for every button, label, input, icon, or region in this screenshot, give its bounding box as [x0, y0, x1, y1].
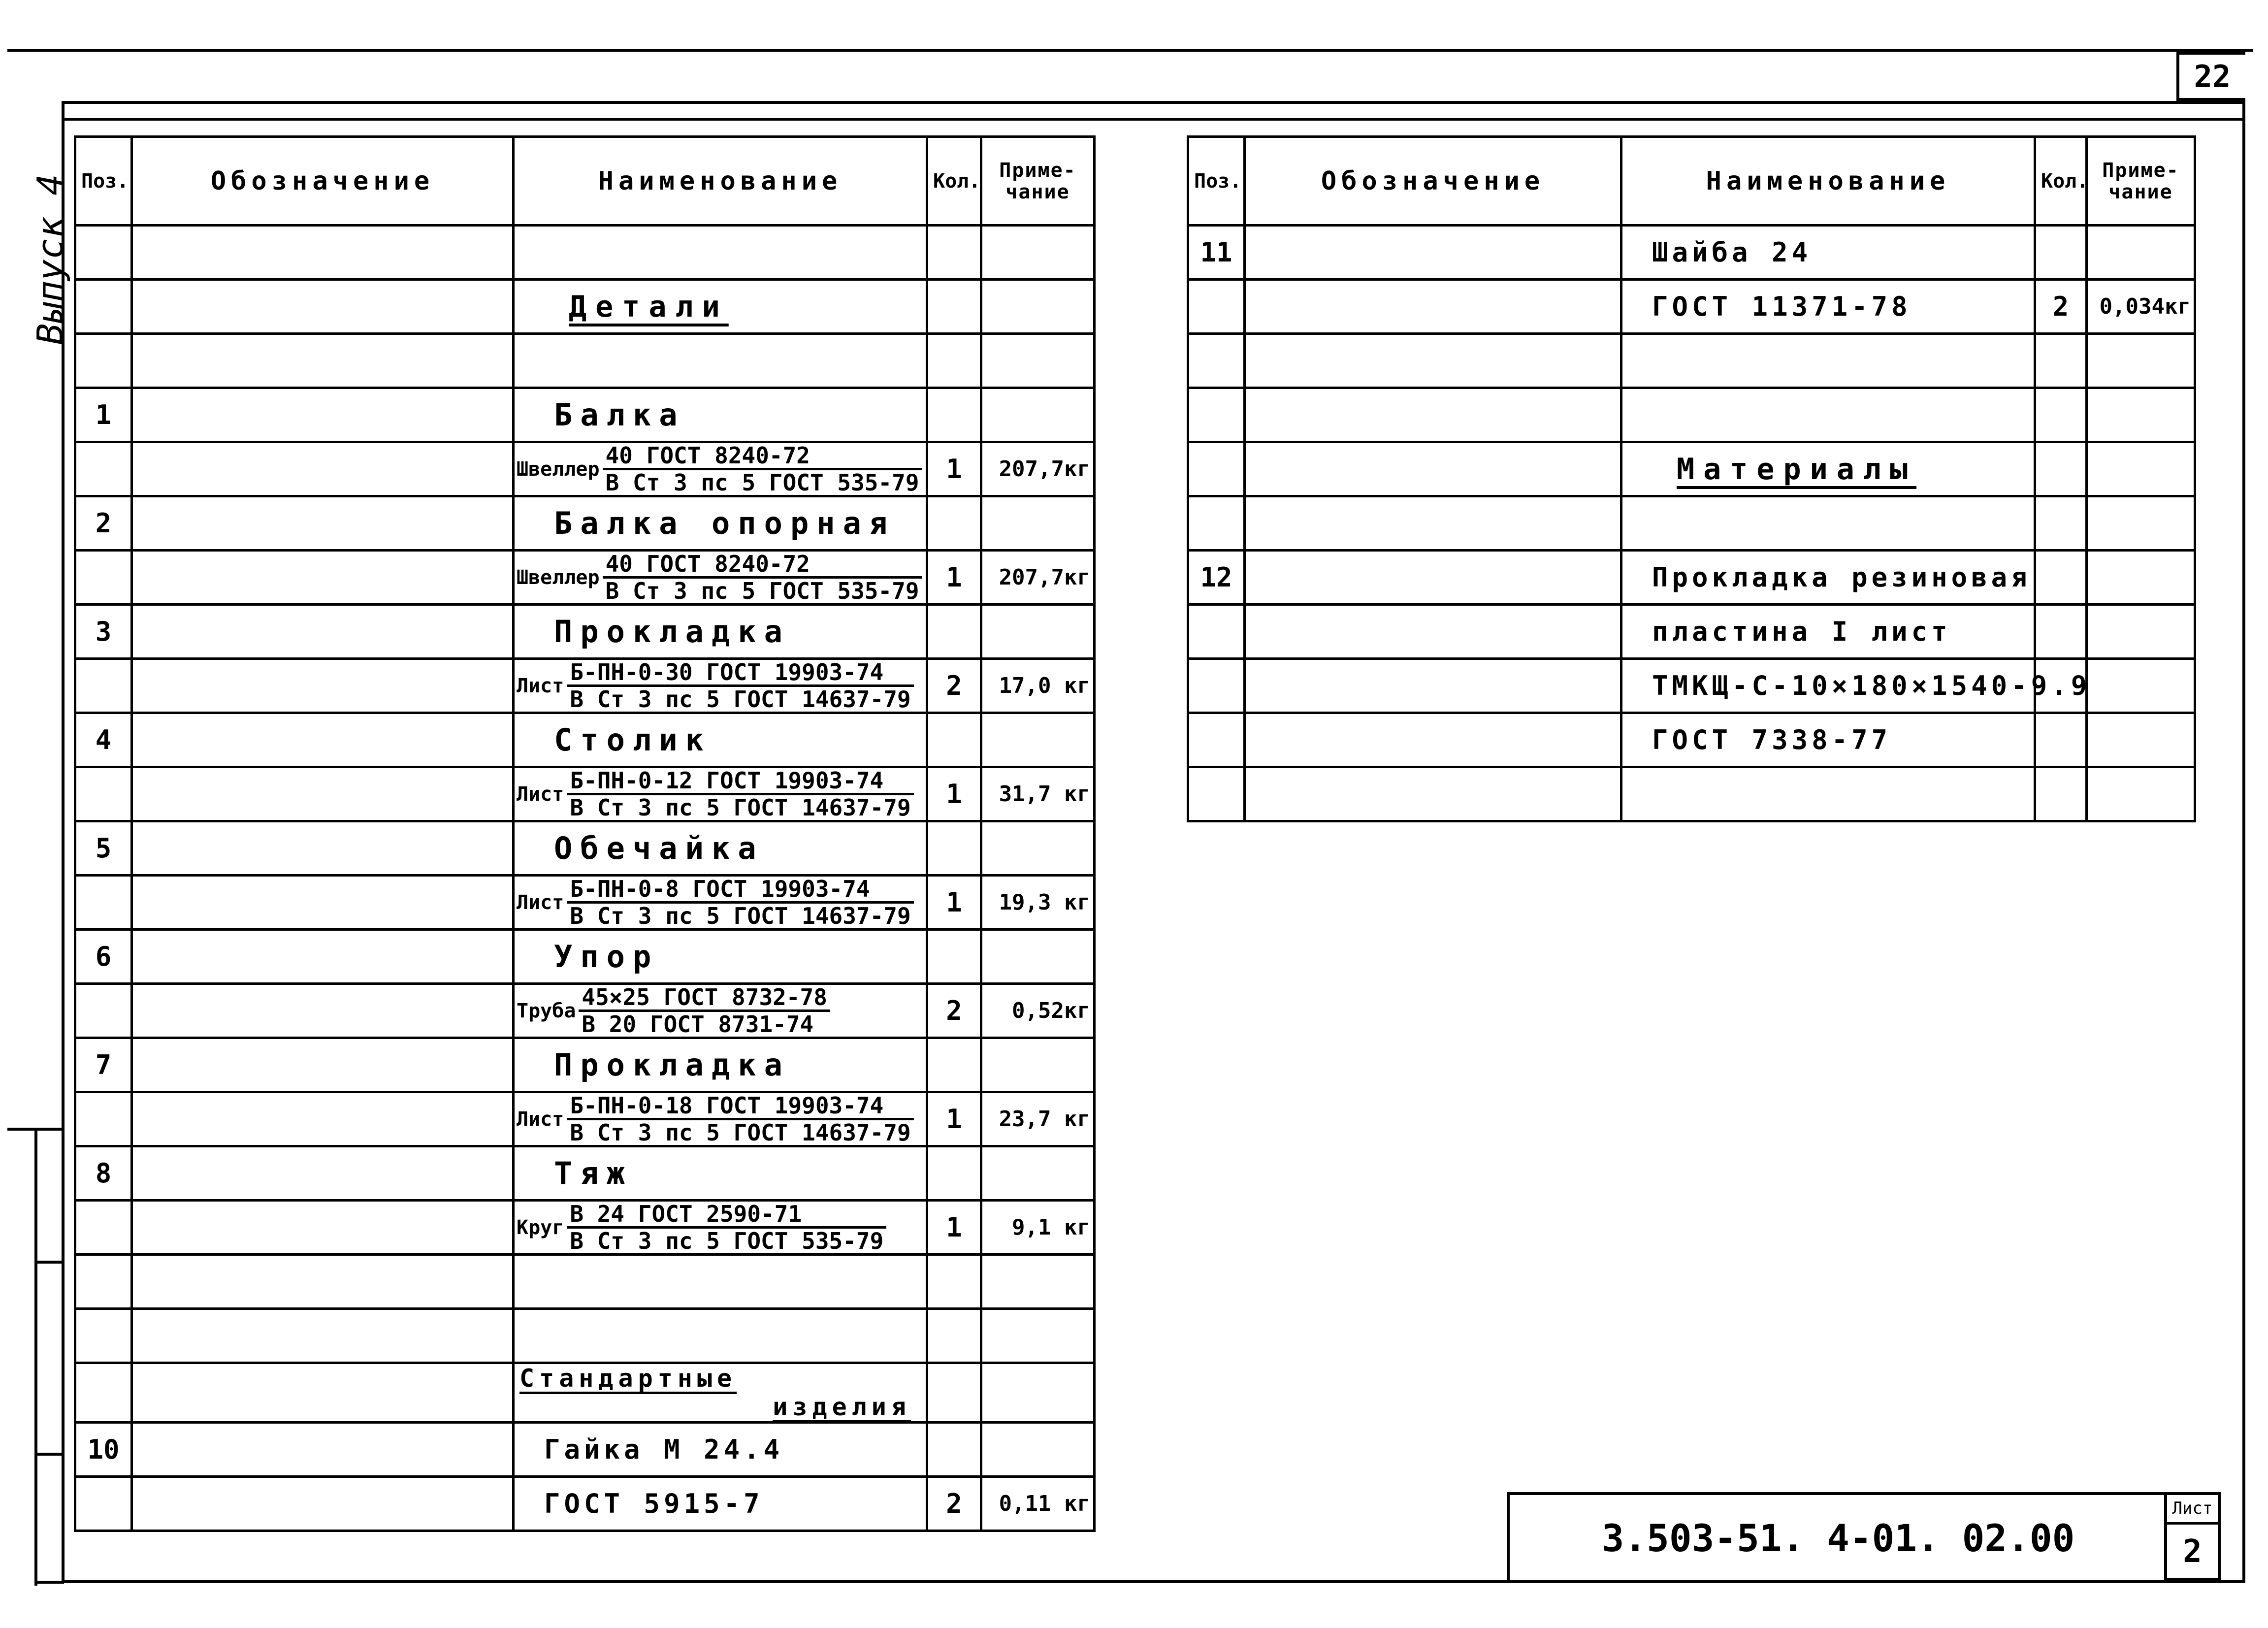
cell-designation	[132, 551, 514, 605]
table-row	[75, 930, 1095, 984]
profile-size: 40 ГОСТ 8240-72	[603, 552, 922, 579]
cell-qty	[927, 713, 981, 767]
profile-type: Швеллер	[517, 566, 600, 589]
profile-size: В 24 ГОСТ 2590-71	[567, 1202, 886, 1229]
profile-material: В Ст 3 пс 5 ГОСТ 14637-79	[570, 794, 911, 821]
cell-note: 31,7 кг	[981, 767, 1095, 821]
cell-note	[981, 1309, 1095, 1363]
frame-inner-top-line	[62, 118, 2245, 121]
cell-designation	[132, 1477, 514, 1531]
cell-pos	[75, 1477, 132, 1531]
profile-material: В Ст 3 пс 5 ГОСТ 14637-79	[570, 903, 911, 929]
table-row	[75, 713, 1095, 767]
item-text: ГОСТ 11371-78	[1652, 291, 1912, 322]
table-row	[1188, 659, 2195, 713]
profile-spec	[517, 768, 924, 820]
cell-designation	[132, 984, 514, 1038]
header-pos: Поз.	[75, 137, 132, 226]
cell-pos: 4	[75, 713, 132, 767]
cell-note	[981, 1038, 1095, 1092]
cell-pos	[1188, 659, 1245, 713]
title-block-sheet	[2164, 1492, 2221, 1581]
right-spec-table	[1187, 135, 2196, 822]
cell-note	[981, 226, 1095, 280]
cell-note: 23,7 кг	[981, 1092, 1095, 1146]
cell-qty	[927, 226, 981, 280]
table-row	[75, 659, 1095, 713]
cell-name	[514, 767, 927, 821]
profile-type: Лист	[517, 891, 564, 914]
item-text: ГОСТ 7338-77	[1652, 724, 1892, 755]
header-designation: Обозначение	[132, 137, 514, 226]
header-pos: Поз.	[1188, 137, 1245, 226]
cell-name	[1621, 280, 2035, 334]
cell-note	[981, 334, 1095, 388]
cell-pos	[75, 226, 132, 280]
profile-type: Труба	[517, 999, 576, 1022]
sheet-value: 2	[2183, 1533, 2202, 1570]
cell-qty: 1	[927, 876, 981, 930]
cell-qty	[927, 280, 981, 334]
cell-note	[981, 496, 1095, 551]
cell-pos	[75, 876, 132, 930]
sheet-label: Лист	[2167, 1495, 2218, 1525]
cell-name	[514, 1309, 927, 1363]
cell-qty: 1	[927, 442, 981, 496]
table-row	[75, 334, 1095, 388]
cell-designation	[132, 876, 514, 930]
table-row	[75, 551, 1095, 605]
cell-qty	[927, 1423, 981, 1477]
table-row	[75, 226, 1095, 280]
cell-name	[514, 821, 927, 876]
cell-designation	[132, 767, 514, 821]
cell-designation	[1245, 659, 1621, 713]
profile-spec	[517, 877, 924, 928]
cell-designation	[132, 1423, 514, 1477]
cell-qty: 2	[927, 984, 981, 1038]
cell-qty	[927, 1038, 981, 1092]
cell-pos	[75, 551, 132, 605]
left-margin-tick	[34, 1261, 64, 1264]
table-header-row	[75, 137, 1095, 226]
cell-designation	[132, 930, 514, 984]
cell-qty	[927, 930, 981, 984]
table-row	[75, 605, 1095, 659]
header-name: Наименование	[514, 137, 927, 226]
cell-designation	[132, 388, 514, 442]
cell-pos: 2	[75, 496, 132, 551]
profile-spec	[517, 443, 924, 495]
table-row	[75, 821, 1095, 876]
profile-type: Лист	[517, 1107, 564, 1131]
table-row	[1188, 280, 2195, 334]
header-name: Наименование	[1621, 137, 2035, 226]
cell-name	[1621, 713, 2035, 767]
cell-name	[514, 876, 927, 930]
section-heading-line2: изделия	[773, 1393, 911, 1421]
cell-name	[514, 388, 927, 442]
item-text: Шайба 24	[1652, 237, 1812, 268]
profile-spec	[517, 1202, 924, 1253]
cell-note: 207,7кг	[981, 551, 1095, 605]
cell-designation	[1245, 767, 1621, 821]
cell-pos	[75, 659, 132, 713]
cell-pos	[1188, 713, 1245, 767]
cell-name	[514, 1363, 927, 1423]
item-title: Прокладка	[554, 1047, 790, 1083]
cell-note: 207,7кг	[981, 442, 1095, 496]
cell-note: 0,11 кг	[981, 1477, 1095, 1531]
cell-qty	[2035, 442, 2087, 496]
cell-pos	[75, 334, 132, 388]
table-row	[75, 1423, 1095, 1477]
profile-spec	[517, 552, 924, 603]
profile-spec	[517, 1093, 924, 1145]
cell-name	[1621, 442, 2035, 496]
cell-name	[1621, 551, 2035, 605]
header-note: Приме-чание	[981, 137, 1095, 226]
cell-designation	[132, 1363, 514, 1423]
cell-note	[2087, 388, 2195, 442]
cell-qty: 1	[927, 551, 981, 605]
cell-note	[981, 930, 1095, 984]
cell-qty	[927, 334, 981, 388]
cell-designation	[132, 280, 514, 334]
cell-note	[981, 280, 1095, 334]
cell-pos	[1188, 767, 1245, 821]
cell-qty	[2035, 334, 2087, 388]
cell-note	[981, 605, 1095, 659]
profile-type: Лист	[517, 674, 564, 697]
cell-qty	[927, 821, 981, 876]
cell-name	[514, 442, 927, 496]
cell-note: 19,3 кг	[981, 876, 1095, 930]
cell-name	[514, 226, 927, 280]
item-title: Балка	[554, 397, 685, 433]
cell-note	[981, 713, 1095, 767]
cell-name	[514, 1255, 927, 1309]
cell-qty	[2035, 226, 2087, 280]
cell-qty	[2035, 496, 2087, 551]
cell-name	[514, 1423, 927, 1477]
cell-note	[981, 821, 1095, 876]
cell-pos	[75, 767, 132, 821]
title-block-code: 3.503-51. 4-01. 02.00	[1507, 1492, 2167, 1581]
cell-note	[2087, 226, 2195, 280]
item-text: пластина I лист	[1652, 616, 1951, 647]
section-heading: Материалы	[1677, 452, 1917, 487]
table-row	[75, 388, 1095, 442]
cell-name	[1621, 334, 2035, 388]
cell-qty	[2035, 551, 2087, 605]
cell-designation	[132, 1146, 514, 1201]
cell-qty	[927, 1146, 981, 1201]
cell-pos: 8	[75, 1146, 132, 1201]
item-title: Упор	[554, 939, 659, 975]
header-designation: Обозначение	[1245, 137, 1621, 226]
table-header-row	[1188, 137, 2195, 226]
cell-note	[2087, 605, 2195, 659]
cell-note	[2087, 713, 2195, 767]
sheet-corner-number: 22	[2176, 52, 2245, 101]
cell-qty: 2	[2035, 280, 2087, 334]
profile-material: В Ст 3 пс 5 ГОСТ 14637-79	[570, 686, 911, 713]
cell-name	[514, 1092, 927, 1146]
cell-note: 9,1 кг	[981, 1201, 1095, 1255]
cell-name	[514, 1477, 927, 1531]
cell-pos: 5	[75, 821, 132, 876]
cell-name	[1621, 605, 2035, 659]
cell-name	[514, 280, 927, 334]
cell-name	[514, 496, 927, 551]
profile-size: 45×25 ГОСТ 8732-78	[579, 985, 830, 1012]
cell-name	[514, 605, 927, 659]
table-row	[1188, 388, 2195, 442]
cell-name	[514, 551, 927, 605]
cell-pos	[1188, 334, 1245, 388]
cell-pos	[1188, 496, 1245, 551]
cell-pos	[75, 442, 132, 496]
cell-designation	[132, 1092, 514, 1146]
cell-designation	[132, 659, 514, 713]
item-title: Балка опорная	[554, 505, 896, 541]
cell-note	[981, 1423, 1095, 1477]
profile-spec	[517, 660, 924, 712]
cell-pos	[1188, 388, 1245, 442]
table-row	[75, 1255, 1095, 1309]
profile-material: В Ст 3 пс 5 ГОСТ 14637-79	[570, 1119, 911, 1146]
profile-spec	[517, 985, 924, 1037]
cell-qty	[2035, 388, 2087, 442]
item-title: Обечайка	[554, 830, 764, 866]
cell-designation	[1245, 388, 1621, 442]
item-text: ГОСТ 5915-7	[544, 1488, 764, 1519]
item-text: ТМКЩ-С-10×180×1540-9.9	[1652, 670, 2091, 701]
cell-pos	[75, 1201, 132, 1255]
cell-qty	[2035, 713, 2087, 767]
left-margin-base	[34, 1581, 64, 1584]
cell-pos	[75, 1092, 132, 1146]
table-row	[75, 876, 1095, 930]
cell-note	[2087, 496, 2195, 551]
cell-designation	[132, 1038, 514, 1092]
table-row	[75, 1092, 1095, 1146]
profile-material: В Ст 3 пс 5 ГОСТ 535-79	[605, 578, 919, 604]
cell-qty: 1	[927, 767, 981, 821]
table-row	[75, 1309, 1095, 1363]
item-title: Прокладка	[554, 614, 790, 650]
cell-qty	[927, 605, 981, 659]
table-row	[1188, 713, 2195, 767]
cell-note	[2087, 767, 2195, 821]
cell-designation	[132, 226, 514, 280]
cell-pos	[75, 1255, 132, 1309]
left-margin-line	[34, 1128, 37, 1586]
table-row	[1188, 767, 2195, 821]
cell-pos	[75, 984, 132, 1038]
left-spec-table	[74, 135, 1096, 1532]
cell-designation	[132, 442, 514, 496]
cell-name	[514, 334, 927, 388]
table-row	[1188, 334, 2195, 388]
cell-pos	[1188, 605, 1245, 659]
cell-name	[1621, 496, 2035, 551]
table-row	[75, 442, 1095, 496]
cell-name	[514, 930, 927, 984]
cell-qty: 1	[927, 1092, 981, 1146]
item-text: Прокладка резиновая	[1652, 562, 2031, 593]
cell-designation	[1245, 442, 1621, 496]
top-border-line	[7, 49, 2253, 52]
cell-qty: 2	[927, 1477, 981, 1531]
table-row	[75, 1146, 1095, 1201]
table-row	[75, 280, 1095, 334]
cell-qty	[2035, 767, 2087, 821]
cell-qty	[927, 1255, 981, 1309]
cell-note	[2087, 659, 2195, 713]
cell-note	[981, 1146, 1095, 1201]
cell-pos	[1188, 442, 1245, 496]
cell-note: 0,52кг	[981, 984, 1095, 1038]
cell-designation	[1245, 226, 1621, 280]
cell-name	[1621, 767, 2035, 821]
cell-name	[1621, 659, 2091, 713]
table-row	[1188, 496, 2195, 551]
cell-name	[514, 713, 927, 767]
cell-pos: 3	[75, 605, 132, 659]
table-row	[1188, 551, 2195, 605]
cell-designation	[1245, 334, 1621, 388]
cell-name	[514, 659, 927, 713]
cell-qty: 1	[927, 1201, 981, 1255]
profile-size: Б-ПН-0-8 ГОСТ 19903-74	[567, 877, 913, 904]
cell-qty: 2	[927, 659, 981, 713]
cell-qty	[2035, 605, 2087, 659]
cell-note	[981, 1255, 1095, 1309]
cell-designation	[1245, 496, 1621, 551]
left-margin-tick	[34, 1453, 64, 1456]
cell-qty	[927, 496, 981, 551]
cell-pos	[75, 280, 132, 334]
cell-designation	[1245, 551, 1621, 605]
table-row	[75, 496, 1095, 551]
cell-designation	[132, 821, 514, 876]
cell-note	[981, 388, 1095, 442]
table-row	[75, 1363, 1095, 1423]
table-row	[1188, 442, 2195, 496]
cell-name	[514, 1038, 927, 1092]
table-row	[75, 1477, 1095, 1531]
cell-name	[514, 1146, 927, 1201]
cell-designation	[1245, 280, 1621, 334]
cell-designation	[1245, 605, 1621, 659]
cell-designation	[132, 496, 514, 551]
cell-pos: 7	[75, 1038, 132, 1092]
profile-material: В 20 ГОСТ 8731-74	[582, 1011, 814, 1038]
cell-pos: 6	[75, 930, 132, 984]
header-note: Приме-чание	[2087, 137, 2195, 226]
cell-pos: 12	[1188, 551, 1245, 605]
profile-type: Лист	[517, 782, 564, 806]
item-text: Гайка М 24.4	[544, 1434, 784, 1465]
profile-material: В Ст 3 пс 5 ГОСТ 535-79	[570, 1228, 884, 1254]
profile-type: Круг	[517, 1216, 564, 1239]
table-row	[75, 984, 1095, 1038]
cell-name	[1621, 226, 2035, 280]
cell-designation	[132, 713, 514, 767]
cell-note	[2087, 551, 2195, 605]
cell-pos: 11	[1188, 226, 1245, 280]
left-margin-tick	[7, 1128, 64, 1131]
table-row	[1188, 605, 2195, 659]
item-title: Столик	[554, 722, 712, 758]
header-qty: Кол.	[2035, 137, 2087, 226]
section-heading: Детали	[569, 289, 729, 324]
table-row	[75, 1038, 1095, 1092]
cell-designation	[132, 1255, 514, 1309]
cell-note	[2087, 334, 2195, 388]
table-row	[1188, 226, 2195, 280]
profile-size: 40 ГОСТ 8240-72	[603, 443, 922, 470]
cell-pos: 10	[75, 1423, 132, 1477]
cell-designation	[132, 1201, 514, 1255]
cell-note	[981, 1363, 1095, 1423]
profile-size: Б-ПН-0-12 ГОСТ 19903-74	[567, 768, 913, 795]
cell-pos	[75, 1363, 132, 1423]
cell-name	[514, 1201, 927, 1255]
profile-type: Швеллер	[517, 457, 600, 481]
cell-designation	[132, 1309, 514, 1363]
cell-name	[1621, 388, 2035, 442]
cell-pos	[75, 1309, 132, 1363]
profile-size: Б-ПН-0-18 ГОСТ 19903-74	[567, 1093, 913, 1120]
cell-note	[2087, 442, 2195, 496]
cell-designation	[132, 605, 514, 659]
cell-designation	[132, 334, 514, 388]
section-heading-line1: Стандартные	[519, 1364, 737, 1393]
item-title: Тяж	[554, 1155, 633, 1191]
profile-material: В Ст 3 пс 5 ГОСТ 535-79	[605, 469, 919, 496]
cell-note: 0,034кг	[2087, 280, 2195, 334]
cell-pos: 1	[75, 388, 132, 442]
cell-note: 17,0 кг	[981, 659, 1095, 713]
cell-designation	[1245, 713, 1621, 767]
table-row	[75, 1201, 1095, 1255]
cell-qty	[927, 388, 981, 442]
cell-name	[514, 984, 927, 1038]
header-qty: Кол.	[927, 137, 981, 226]
table-row	[75, 767, 1095, 821]
vertical-issue-label: Выпуск 4	[30, 174, 71, 345]
cell-qty	[927, 1363, 981, 1423]
cell-qty	[927, 1309, 981, 1363]
profile-size: Б-ПН-0-30 ГОСТ 19903-74	[567, 660, 913, 687]
cell-pos	[1188, 280, 1245, 334]
